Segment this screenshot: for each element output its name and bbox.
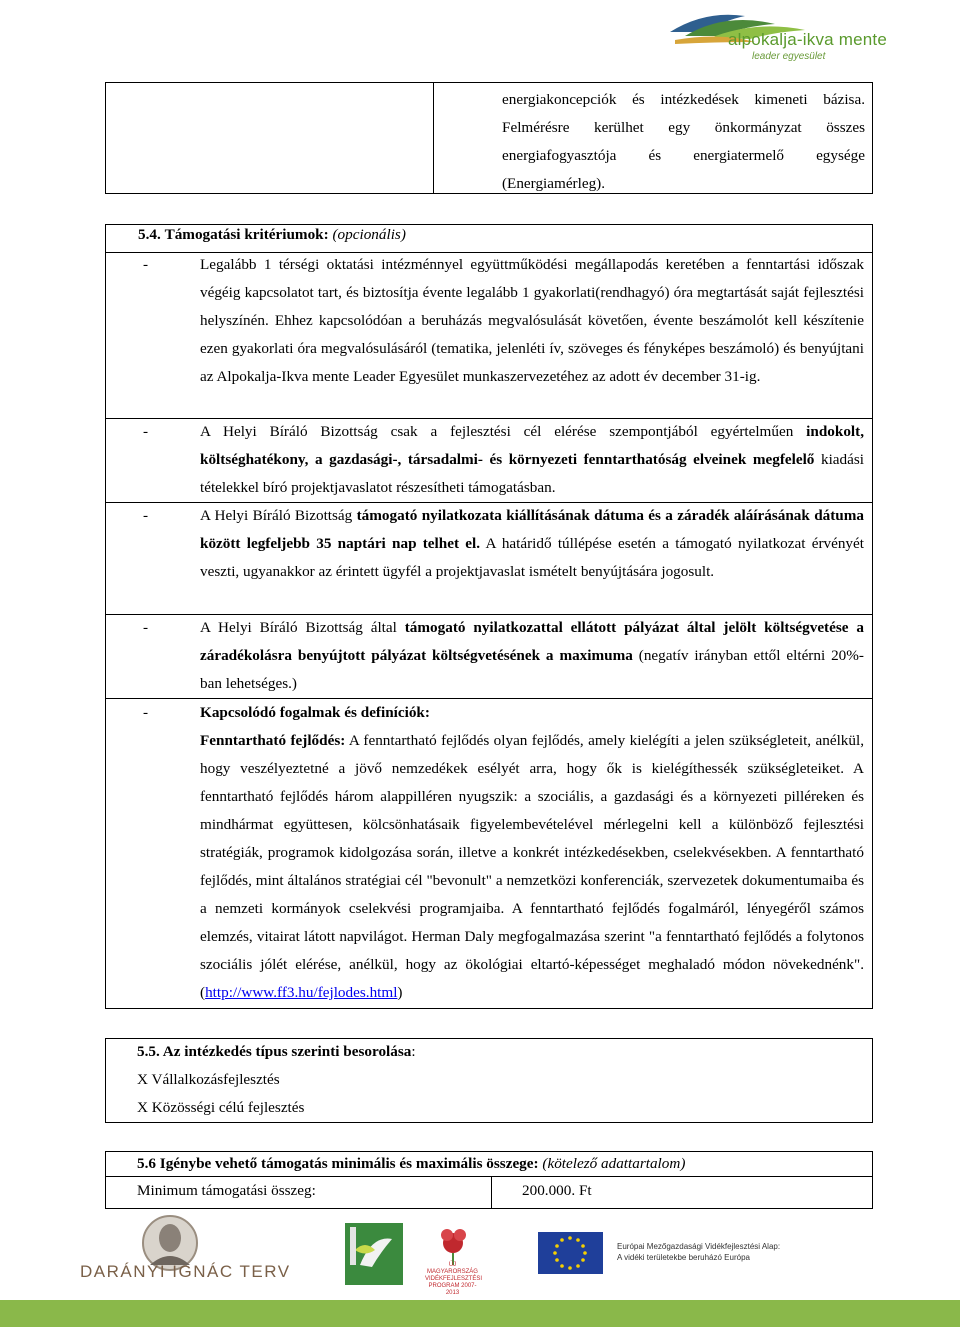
section-support-criteria: 5.4. Támogatási kritériumok: (opcionális) - Legalább 1 térségi oktatási intézménnyel együttműködési megállapodás keretében a fenntartási időszak végéig kapcsolatot tart, és biztosítja évente legalább 1 gyakorlati(rendhagyó) óra megtartását saját fejlesztési helyszínén. Ehhez kapcsolódóan a beruházás megvalósulását követően, évente beszámolót kell készítenie ezen gyakorlati óra megvalósulásáról (tematika, jelenléti ív, szöveges és fényképes beszámoló) és benyújtani az Alpokalja-Ikva mente Leader Egyesület munkaszervezetéhez az adott év december 31-ig. - A Helyi Bíráló Bizottság csak a fejlesztési cél elérése szempontjából egyértelműen indokolt, költséghatékony, a gazdasági-, társadalmi- és környezeti fenntarthatóság elveinek megfelelő kiadási tételekkel bíró projektjavaslatot részesítheti támogatásban. - A Helyi Bíráló Bizottság támogató nyilatkozata kiállításának dátuma és a záradék aláírásának dátuma között legfeljebb 35 naptári nap telhet el. A határidő túllépése esetén a támogató nyilatkozat érvényét veszti, ugyanakkor az érintett ügyfél a projektjavaslat ismételt benyújtására jogosult. - A Helyi Bíráló Bizottság által támogató nyilatkozattal ellátott pályázat által jelölt költségvetése a záradékolásra benyújtott pályázat költségvetésének a maximuma (negatív irányban ettől eltérni 20%-ban lehetséges.) - Kapcsolódó fogalmak és definíciók: Fenntartható fejlődés: A fenntartható fejlődés olyan fejlődés, amely kielégíti a jelen szükségleteit, anélkül, hogy veszélyeztetné a jövő nemzedékek esélyét arra, hogy ők is kielégíthessék szükségleteiket. A fenntartható fejlődés három alappilléren nyugszik: a szociális, a gazdasági és a környezeti pilléreken és mindhármat együttesen, kölcsönhatásaik figyelembevételével mérlegelni kell a különböző fejlesztési stratégiák, programok kidolgozása során, illetve a konkrét intézkedésekben, cselekvésekben. A fenntartható fejlődés, mint általános stratégiai cél "bevonult" a nemzetközi konferenciák, szervezetek dokumentumaiba és a nemzeti kormányok cselekvési programjaiba. A fenntartható fejlődés fogalmáról, lényegéről számos elemzés, vitairat látott napvilágot. Herman Daly megfogalmazása szerint "a fenntartható fejlődés a folytonos szociális jólét elérése, anélkül, hogy az ökológiai eltartó-képességet meghaladó módon növekednénk". (http://www.ff3.hu/fejlodes.html): [105, 224, 873, 1009]
criterion-text: A Helyi Bíráló Bizottság által támogató nyilatkozattal ellátott pályázat által jelölt költségvetése a záradékolásra benyújtott pályázat költségvetésének a maximuma (negatív irányban ettől eltérni 20%-ban lehetséges.): [200, 619, 864, 692]
criterion-text: Legalább 1 térségi oktatási intézménnyel együttműködési megállapodás keretében a fenntartási időszak végéig kapcsolatot tart, és biztosítja évente legalább 1 gyakorlati(rendhagyó) óra megtartását saját fejlesztési helyszínén. Ehhez kapcsolódóan a beruházás megvalósulását követően, évente beszámolót kell készítenie ezen gyakorlati óra megvalósulásáról (tematika, jelenléti ív, szöveges és fényképes beszámoló) és benyújtani az Alpokalja-Ikva mente Leader Egyesület munkaszervezetéhez az adott év december 31-ig.: [200, 256, 864, 385]
minimum-amount-label: Minimum támogatási összeg:: [137, 1182, 316, 1199]
logo-subtitle: leader egyesület: [752, 51, 826, 62]
footer-green-band: [0, 1300, 960, 1327]
classification-line: X Közösségi célú fejlesztés: [137, 1099, 305, 1116]
table-right-cell: energiakoncepciók és intézkedések kimeneti bázisa. Felmérésre kerülhet egy önkormányzat összes energiafogyasztója és energiatermelő egysége (Energiamérleg).: [502, 91, 865, 192]
minimum-amount-value: 200.000. Ft: [522, 1182, 592, 1199]
source-link[interactable]: http://www.ff3.hu/fejlodes.html: [205, 984, 398, 1001]
classification-line: X Vállalkozásfejlesztés: [137, 1071, 280, 1088]
section-title-note: (opcionális): [332, 226, 406, 243]
section-title: Támogatási kritériumok:: [164, 226, 329, 243]
section-support-amount: [105, 1151, 873, 1209]
criterion-text: A Helyi Bíráló Bizottság támogató nyilatkozata kiállításának dátuma és a záradék aláírásának dátuma között legfeljebb 35 naptári nap telhet el. A határidő túllépése esetén a támogató nyilatkozat érvényét veszti, ugyanakkor az érintett ügyfél a projektjavaslat ismételt benyújtására jogosult.: [200, 507, 864, 580]
section-classification: [105, 1038, 873, 1123]
definition-term: Fenntartható fejlődés:: [200, 732, 346, 749]
classification-title: 5.5. Az intézkedés típus szerinti besorolása:: [137, 1043, 416, 1060]
definition-body: A fenntartható fejlődés olyan fejlődés, amely kielégíti a jelen szükségleteit, anélkül, hogy veszélyeztetné a jövő nemzedékek esélyét arra, hogy ők is kielégíthessék szükségleteiket. A fenntartható fejlődés három alappilléren nyugszik: a szociális, a gazdasági és a környezeti pilléreken és mindhármat együttesen, kölcsönhatásaik figyelembevételével mérlegelni kell a különböző fejlesztési stratégiák, programok kidolgozása során, illetve a konkrét intézkedésekben, cselekvésekben. A fenntartható fejlődés, mint általános stratégiai cél "bevonult" a nemzetközi konferenciák, szervezetek dokumentumaiba és a nemzeti kormányok cselekvési programjaiba. A fenntartható fejlődés fogalmáról, lényegéről számos elemzés, vitairat látott napvilágot. Herman Daly megfogalmazása szerint "a fenntartható fejlődés a folytonos szociális jólét elérése, anélkül, hogy az ökológiai eltartó-képességet meghaladó módon növekednénk". (: [200, 732, 864, 1001]
eu-fund-label: Európai Mezőgazdasági Vidékfejlesztési Alap: A vidéki területekbe beruházó Európa: [617, 1242, 781, 1262]
criterion-text: A Helyi Bíráló Bizottság csak a fejlesztési cél elérése szempontjából egyértelműen indokolt, költséghatékony, a gazdasági-, társadalmi- és környezeti fenntarthatóság elveinek megfelelő kiadási tételekkel bíró projektjavaslatot részesítheti támogatásban.: [200, 423, 864, 496]
section-number: 5.4.: [138, 226, 161, 243]
amount-title: 5.6 Igénybe vehető támogatás minimális és maximális összege: (kötelező adattartalom): [137, 1155, 686, 1172]
section-heading: [138, 225, 406, 253]
table-continuation: [105, 82, 873, 194]
logo-title: alpokalja-ikva mente: [728, 30, 887, 49]
amount-column-divider: [491, 1176, 492, 1208]
definitions-text: Kapcsolódó fogalmak és definíciók: Fenntartható fejlődés: A fenntartható fejlődés olyan fejlődés, amely kielégíti a jelen szükségleteit, anélkül, hogy veszélyeztetné a jövő nemzedékek esélyét arra, hogy ők is kielégíthessék szükségleteiket. A fenntartható fejlődés három alappilléren nyugszik: a szociális, a gazdasági és a környezeti pilléreken és mindhármat együttesen, kölcsönhatásaik figyelembevételével mérlegelni kell a különböző fejlesztési stratégiák, programok kidolgozása során, illetve a konkrét intézkedésekben, cselekvésekben. A fenntartható fejlődés, mint általános stratégiai cél "bevonult" a nemzetközi konferenciák, szervezetek dokumentumaiba és a nemzeti kormányok cselekvési programjaiba. A fenntartható fejlődés fogalmáról, lényegéről számos elemzés, vitairat látott napvilágot. Herman Daly megfogalmazása szerint "a fenntartható fejlődés a folytonos szociális jólét elérése, anélkül, hogy az ökológiai eltartó-képességet meghaladó módon növekednénk". (http://www.ff3.hu/fejlodes.html): [200, 704, 864, 1001]
definitions-heading: Kapcsolódó fogalmak és definíciók:: [200, 704, 430, 721]
amount-row-divider: [106, 1176, 872, 1177]
table-column-divider: [433, 83, 434, 193]
daranyi-ignac-terv-label: DARÁNYI IGNÁC TERV: [80, 1262, 291, 1281]
uj-magyarorszag-label: ÚJ MAGYARORSZÁG VIDÉKFEJLESZTÉSI PROGRAM 2007-2013: [425, 1262, 483, 1296]
